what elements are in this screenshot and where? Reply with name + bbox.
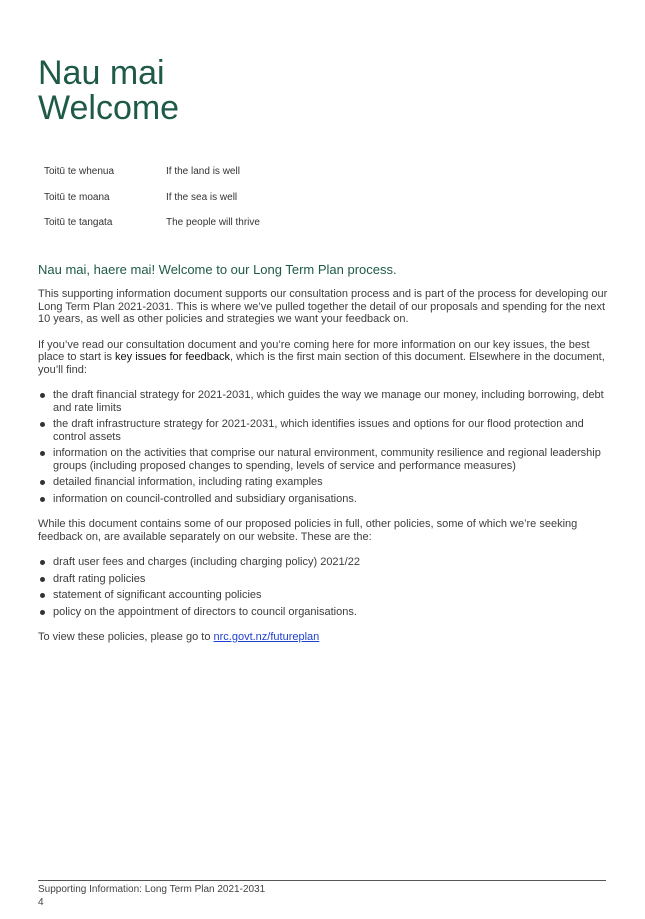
list-item-text: statement of significant accounting policies	[53, 589, 262, 601]
page-footer	[38, 883, 265, 909]
contents-list	[38, 389, 610, 505]
page-number: 4	[38, 897, 44, 908]
list-item	[38, 556, 610, 569]
key-issues-text-before: If you’ve read our consultation document and you’re coming here for more information on our key issues, the best place to start is	[38, 338, 590, 363]
bullet-icon	[40, 480, 45, 485]
list-item	[38, 589, 610, 602]
list-item	[38, 606, 610, 619]
futureplan-link[interactable]: nrc.govt.nz/futureplan	[213, 631, 320, 643]
list-item-text: information on council-controlled and subsidiary organisations.	[53, 492, 357, 505]
proverb-maori: Toitū te whenua	[44, 166, 115, 177]
proverb-english: If the land is well	[166, 166, 240, 177]
proverb-english: If the sea is well	[166, 191, 238, 203]
bullet-icon	[40, 560, 45, 565]
list-item-text: policy on the appointment of directors to council organisations.	[53, 605, 357, 618]
list-item-text: draft rating policies	[53, 572, 146, 585]
proverb-row	[44, 217, 260, 243]
bullet-icon	[40, 610, 45, 615]
list-item	[38, 493, 610, 506]
view-policies-paragraph	[38, 631, 610, 644]
key-issues-emphasis: key issues for feedback	[115, 351, 230, 363]
bullet-icon	[40, 497, 45, 502]
footer-divider	[38, 880, 606, 881]
list-item	[38, 389, 610, 414]
title-maori: Nau mai	[38, 54, 165, 92]
list-item-text: detailed financial information, including rating examples	[53, 476, 323, 488]
intro-paragraph: This supporting information document supports our consultation process and is part of the process for developing our Long Term Plan 2021-2031. This is where we’ve pulled together the detail of our proposals and spending for the next 10 years, as well as other policies and strategies we want your feedback on.	[38, 288, 608, 325]
list-item	[38, 418, 610, 443]
bullet-icon	[40, 577, 45, 582]
proverb-maori: Toitū te moana	[44, 191, 110, 203]
page-title	[38, 56, 179, 126]
section-subheading: Nau mai, haere mai! Welcome to our Long Term Plan process.	[38, 262, 397, 277]
list-item	[38, 447, 610, 472]
proverb-row	[44, 166, 260, 192]
list-item-text: the draft infrastructure strategy for 2021-2031, which identifies issues and options for our flood protection and control assets	[53, 418, 584, 443]
proverb-maori: Toitū te tangata	[44, 217, 113, 228]
list-item	[38, 476, 610, 489]
bullet-icon	[40, 593, 45, 598]
key-issues-paragraph	[38, 339, 610, 377]
key-issues-text-after: , which is the first main section of this document. Elsewhere in the document, you’ll find:	[38, 351, 605, 376]
list-item-text: the draft financial strategy for 2021-2031, which guides the way we manage our money, including borrowing, debt and rate limits	[53, 389, 604, 414]
bullet-icon	[40, 451, 45, 456]
policies-list	[38, 556, 610, 618]
proverb-english: The people will thrive	[166, 217, 260, 228]
footer-document-title: Supporting Information: Long Term Plan 2021-2031	[38, 884, 266, 895]
body-content	[38, 288, 610, 657]
policies-paragraph: While this document contains some of our proposed policies in full, other policies, some of which we’re seeking feedback on, are available separately on our website. These are the:	[38, 518, 578, 543]
list-item	[38, 573, 610, 586]
list-item-text: draft user fees and charges (including charging policy) 2021/22	[53, 556, 360, 568]
proverb-table	[44, 166, 260, 243]
title-english: Welcome	[38, 89, 180, 127]
bullet-icon	[40, 393, 45, 398]
view-policies-text: To view these policies, please go to	[38, 631, 214, 643]
proverb-row	[44, 192, 260, 218]
bullet-icon	[40, 422, 45, 427]
list-item-text: information on the activities that comprise our natural environment, community resilience and regional leadership groups (including proposed changes to spending, levels of service and performance measures)	[53, 447, 601, 472]
